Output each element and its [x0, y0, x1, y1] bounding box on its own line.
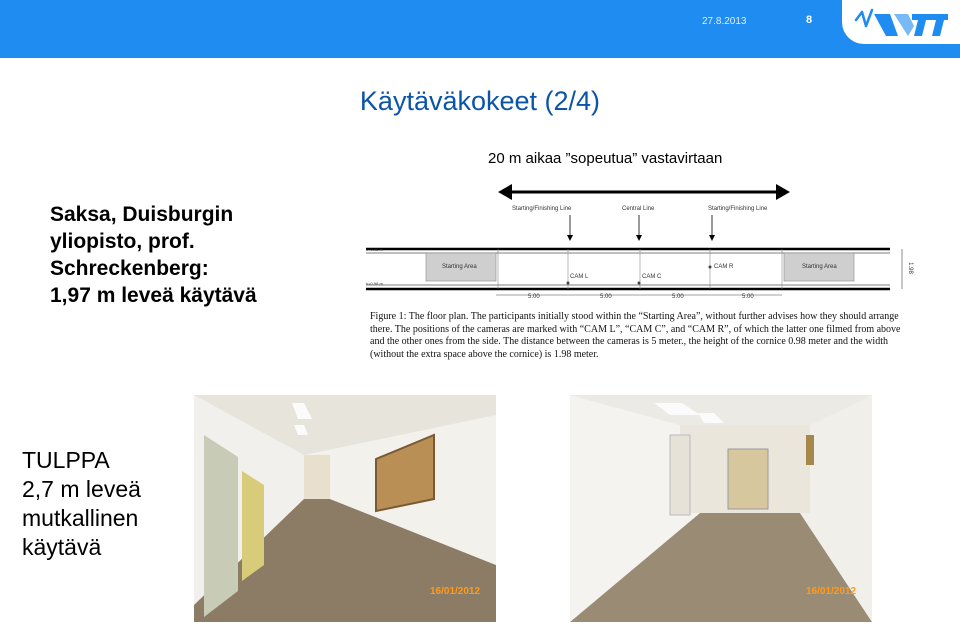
cam-label: CAM R — [714, 264, 734, 270]
vtt-logo — [842, 0, 960, 44]
height-mark: h=0.98 m — [366, 281, 383, 286]
slide-date: 27.8.2013 — [702, 16, 747, 27]
cam-label: CAM C — [642, 274, 662, 280]
distance-label: 5.00 — [672, 294, 684, 300]
text-line: TULPPA — [22, 447, 110, 473]
distance-label: 5.00 — [742, 294, 754, 300]
text-line: mutkallinen — [22, 505, 139, 531]
text-line: Schreckenberg: — [50, 257, 209, 280]
photo-date-stamp: 16/01/2012 — [430, 586, 481, 597]
height-mark: h=0.98 m — [366, 247, 383, 252]
text-line: 2,7 m leveä — [22, 476, 141, 502]
line-label: Central Line — [622, 206, 655, 212]
slide-title: Käytäväkokeet (2/4) — [359, 86, 601, 116]
cam-label: CAM L — [570, 274, 589, 280]
line-label: Starting/Finishing Line — [512, 206, 572, 212]
duisburg-description — [50, 201, 257, 309]
photo-date-stamp: 16/01/2012 — [806, 586, 857, 597]
subtitle: 20 m aikaa ”sopeutua” vastavirtaan — [488, 150, 723, 167]
corridor-photo-1 — [194, 395, 496, 622]
text-line: yliopisto, prof. — [50, 230, 195, 253]
tulppa-description — [22, 446, 141, 562]
double-arrow-icon — [498, 183, 790, 201]
text-line: käytävä — [22, 534, 102, 560]
line-label: Starting/Finishing Line — [708, 206, 768, 212]
distance-label: 5.00 — [528, 294, 540, 300]
floor-plan — [366, 203, 914, 307]
area-label: Starting Area — [442, 264, 477, 270]
page-number: 8 — [806, 14, 813, 26]
width-mark: 1.98 — [906, 262, 913, 274]
header-bar — [0, 0, 960, 58]
area-label: Starting Area — [802, 264, 837, 270]
corridor-photo-2 — [570, 395, 872, 622]
figure-caption: Figure 1: The floor plan. The participants initially stood within the “Starting Area”, without further advises how they should arrange there. The positions of the cameras are marked with “CAM L”, “CAM C”, and “CAM R”, of which the latter one filmed from above and the other ones from the side. The distance between the cameras is 5 meter., the height of the cornice 0.98 meter and the width (without the extra space above the cornice) is 1.98 meter. — [370, 311, 901, 360]
distance-label: 5.00 — [600, 294, 612, 300]
text-line: Saksa, Duisburgin — [50, 203, 234, 226]
text-line: 1,97 m leveä käytävä — [50, 284, 257, 307]
